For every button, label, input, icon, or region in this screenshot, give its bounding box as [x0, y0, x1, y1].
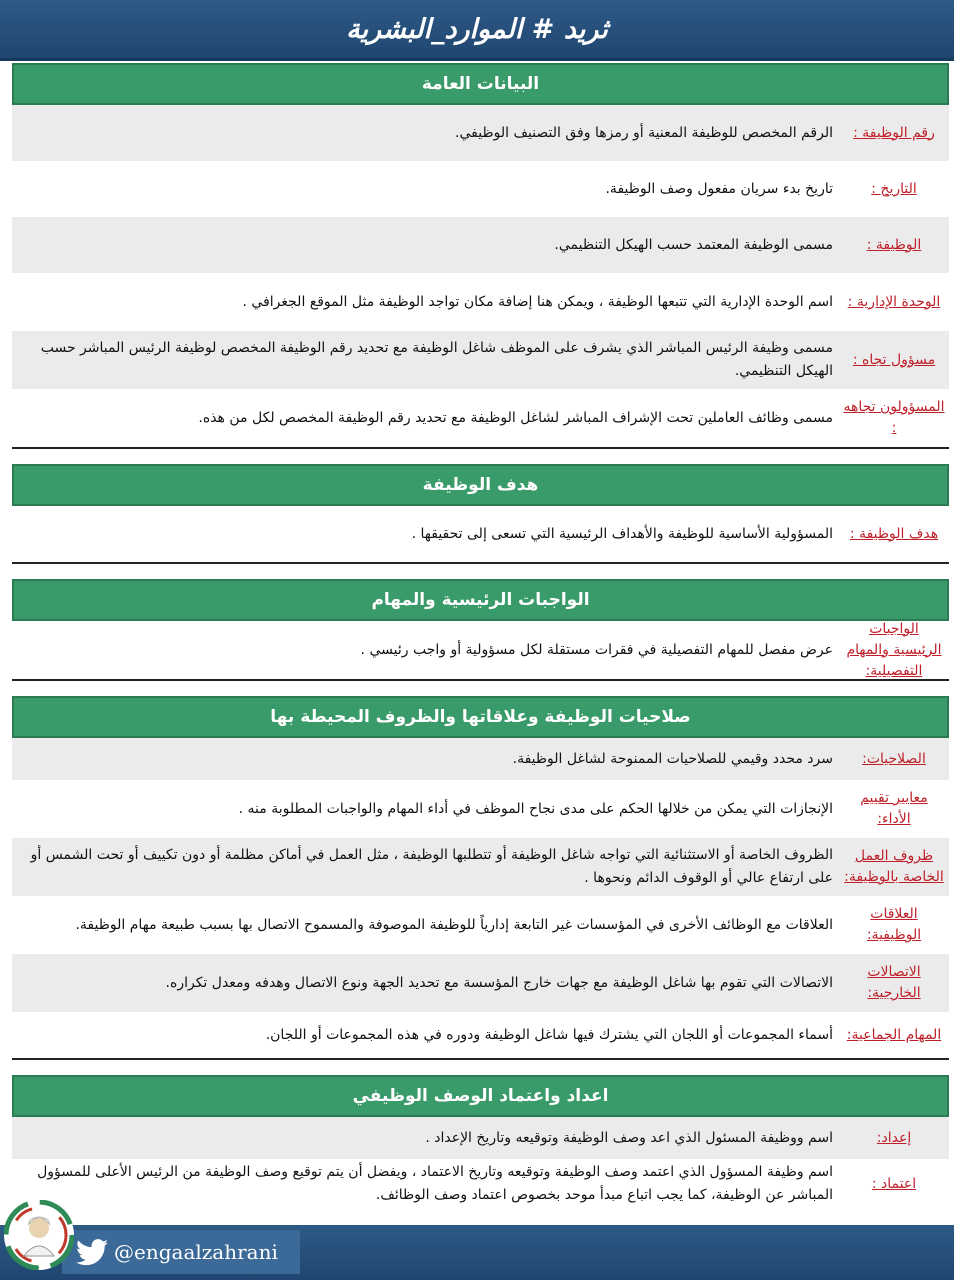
section-general-data: [12, 63, 949, 449]
profile-avatar: [4, 1200, 74, 1270]
field-description: مسمى وظيفة الرئيس المباشر الذي يشرف على الموظف شاغل الوظيفة مع تحديد رقم الوظيفة المخصص لوظيفة الرئيس المباشر حسب الهيكل التنظيمي.: [40, 340, 833, 379]
field-label: إعداد:: [876, 1129, 912, 1146]
field-description: المسؤولية الأساسية للوظيفة والأهداف الرئيسية التي تسعى إلى تحقيقها .: [411, 525, 833, 542]
field-label: التاريخ :: [871, 180, 917, 197]
page-title: ثريد # الموارد_البشرية: [346, 13, 608, 45]
twitter-handle[interactable]: [62, 1230, 300, 1274]
field-description: اسم الوحدة الإدارية التي تتبعها الوظيفة ، ويمكن هنا إضافة مكان تواجد الوظيفة مثل الموقع الجغرافي .: [242, 293, 833, 310]
field-row: [12, 161, 949, 217]
section-header: البيانات العامة: [12, 63, 949, 105]
title-bar: [0, 0, 954, 61]
field-label: الوحدة الإدارية :: [847, 293, 941, 310]
section-preparation: [12, 1075, 949, 1209]
section-job-goal: [12, 464, 949, 564]
field-label: معايير تقييم الأداء:: [860, 790, 928, 827]
section-header: اعداد واعتماد الوصف الوظيفي: [12, 1075, 949, 1117]
field-row: [12, 1117, 949, 1159]
field-label: ظروف العمل الخاصة بالوظيفة:: [844, 848, 944, 885]
field-row: [12, 780, 949, 838]
section-header: صلاحيات الوظيفة وعلاقاتها والظروف المحيطة بها: [12, 696, 949, 738]
document-body: [12, 63, 949, 1224]
field-description: اسم وظيفة المسؤول الذي اعتمد وصف الوظيفة وتوقيعه وتاريخ الاعتماد ، ويفضل أن يتم توقيع وصف الوظيفة من الرئيس الأعلى للمسؤول المباشر عن الوظيفة، كما يجب اتباع مبدأ موحد بخصوص اعتماد وصف الوظائف.: [37, 1164, 833, 1203]
field-row: [12, 331, 949, 389]
field-description: تاريخ بدء سريان مفعول وصف الوظيفة.: [605, 180, 833, 197]
field-row: [12, 738, 949, 780]
field-label: الصلاحيات:: [862, 750, 926, 767]
field-label: اعتماد :: [871, 1175, 917, 1192]
field-row: [12, 506, 949, 562]
field-description: مسمى الوظيفة المعتمد حسب الهيكل التنظيمي.: [554, 236, 833, 253]
field-label: مسؤول تجاه :: [852, 351, 936, 368]
section-authorities: [12, 696, 949, 1060]
field-label: رقم الوظيفة :: [853, 124, 935, 141]
field-row: [12, 621, 949, 679]
field-label: هدف الوظيفة :: [849, 525, 939, 542]
field-row: [12, 1159, 949, 1209]
field-description: سرد محدد وقيمي للصلاحيات الممنوحة لشاغل الوظيفة.: [512, 750, 833, 767]
field-label: الاتصالات الخارجية:: [867, 964, 921, 1001]
field-description: العلاقات مع الوظائف الأخرى في المؤسسات غير التابعة إدارياً للوظيفة الموصوفة والمسموح الاتصال بها بسبب طبيعة مهام الوظيفة.: [75, 916, 833, 933]
field-description: عرض مفصل للمهام التفصيلية في فقرات مستقلة لكل مسؤولية أو واجب رئيسي .: [360, 641, 833, 658]
field-label: الوظيفة :: [866, 236, 922, 253]
handle-text: @engaalzahrani: [114, 1240, 278, 1264]
field-label: المهام الجماعية:: [846, 1026, 942, 1043]
field-description: مسمى وظائف العاملين تحت الإشراف المباشر لشاغل الوظيفة مع تحديد رقم الوظيفة المخصص لكل من هذه.: [198, 409, 833, 426]
field-description: اسم ووظيفة المسئول الذي اعد وصف الوظيفة وتوقيعه وتاريخ الإعداد .: [425, 1129, 833, 1146]
field-row: [12, 273, 949, 331]
field-description: الاتصالات التي تقوم بها شاغل الوظيفة مع جهات خارج المؤسسة مع تحديد الجهة ونوع الاتصال وهدفه ومعدل تكراره.: [165, 974, 833, 991]
field-row: [12, 389, 949, 447]
field-description: الإنجازات التي يمكن من خلالها الحكم على مدى نجاح الموظف في أداء المهام والواجبات المطلوبة منه .: [238, 800, 833, 817]
field-description: الظروف الخاصة أو الاستثنائية التي تواجه شاغل الوظيفة أو تتطلبها الوظيفة ، مثل العمل في أماكن مظلمة أو دون تكييف أو تحت الشمس أو على ارتفاع عالي أو الوقوف الدائم ونحوها .: [30, 847, 833, 886]
field-row: [12, 105, 949, 161]
twitter-bird-icon: [76, 1239, 108, 1266]
field-row: [12, 954, 949, 1012]
field-row: [12, 896, 949, 954]
section-main-duties: [12, 579, 949, 681]
field-label: العلاقات الوظيفية:: [866, 906, 922, 943]
field-label: المسؤولون تجاهه :: [843, 399, 945, 436]
section-header: الواجبات الرئيسية والمهام: [12, 579, 949, 621]
field-label: الواجبات الرئيسية والمهام التفصيلية:: [846, 620, 942, 679]
field-description: الرقم المخصص للوظيفة المعنية أو رمزها وفق التصنيف الوظيفي.: [455, 124, 833, 141]
field-row: [12, 217, 949, 273]
field-row: [12, 1012, 949, 1058]
field-description: أسماء المجموعات أو اللجان التي يشترك فيها شاغل الوظيفة ودوره في هذه المجموعات أو اللجان.: [265, 1026, 833, 1043]
section-header: هدف الوظيفة: [12, 464, 949, 506]
field-row: [12, 838, 949, 896]
